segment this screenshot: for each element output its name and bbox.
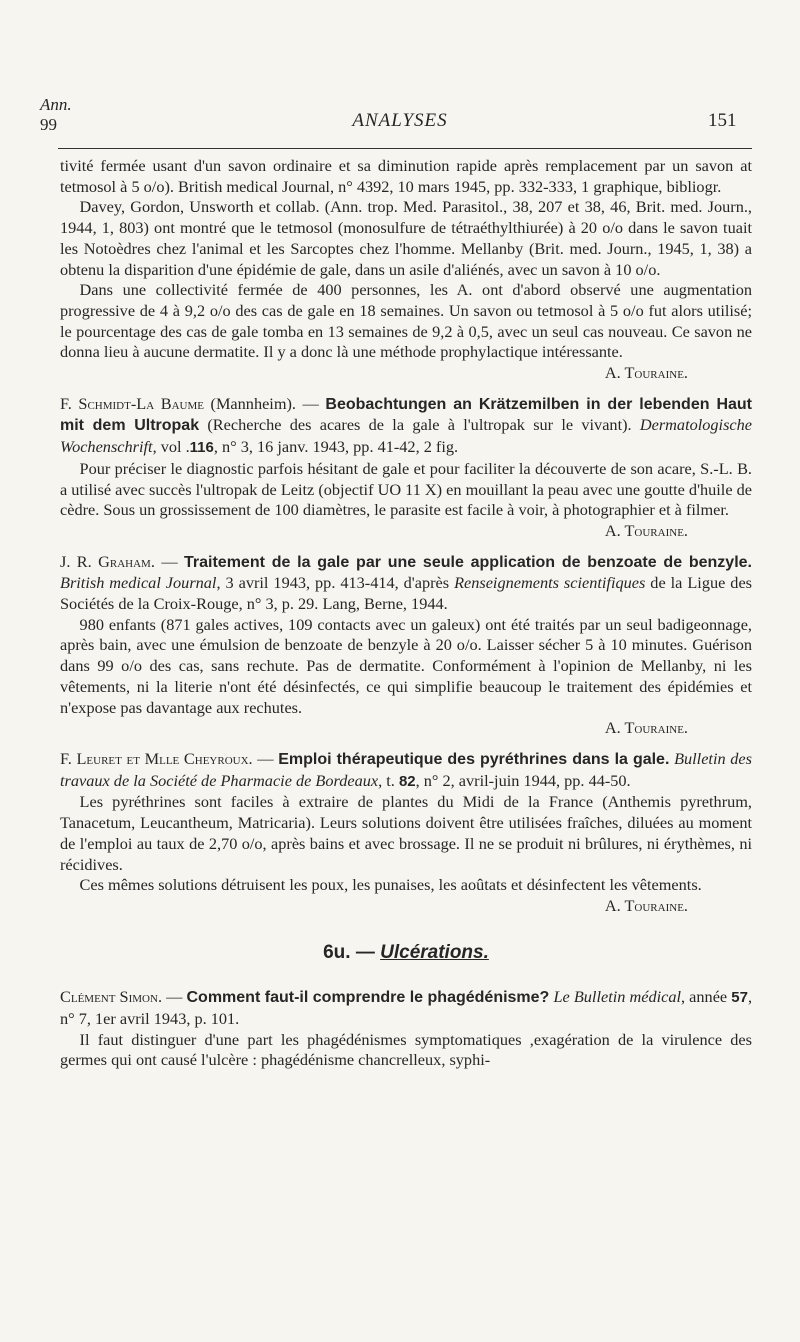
entry-author: J. R. Graham [60,551,151,571]
entry-citation: J. R. Graham. — Traitement de la gale par une seule application de benzoate de benzyle. British medical Journal, 3 avril 1943, pp. 413-414, d'après Renseignements scientifiques de la Ligue des Sociétés de la Croix-Rouge, n° 3, p. 29. Lang, Berne, 1944. [60,551,753,614]
entry-source: Bulletin des travaux de la Société de Pharmacie de Bordeaux [60,748,752,790]
section-title: Ulcérations. [380,941,489,963]
entry-citation: Clément Simon. — Comment faut-il comprendre le phagédénisme? Le Bulletin médical, année 57, n° 7, 1er avril 1943, p. 101. [60,987,753,1029]
running-title: ANALYSES [352,110,448,131]
entry-title: Beobachtungen an Krätzemilben in der lebenden Haut mit dem Ultropak [60,395,752,435]
entry-title: Traitement de la gale par une seule application de benzoate de benzyle. [184,553,752,571]
entry-leuret [60,749,752,917]
page-number: 151 [708,110,737,131]
entry-citation: F. Leuret et Mlle Cheyroux. — Emploi thérapeutique des pyréthrines dans la gale. Bulletin des travaux de la Société de Pharmacie de Bordeaux, t. 82, n° 2, avril-juin 1944, pp. 44-50. [60,748,752,790]
body-text [60,156,752,1071]
entry-volume: 116 [189,439,214,457]
entry-graham [60,552,752,739]
paragraph: Ces mêmes solutions détruisent les poux, les punaises, les aoûtats et désinfectent les vêtements. [79,875,702,895]
entry-source: British medical Journal [60,573,217,593]
section-heading [60,943,752,964]
entry-clement-simon [60,987,752,1071]
entry-source-secondary: Renseignements scientifiques [454,573,646,593]
signature: A. Touraine. [604,520,688,540]
paragraph: 980 enfants (871 gales actives, 109 contacts avec un galeux) ont été traités par un seul badigeonnage, après bain, avec une émulsion de benzoate de benzyle à 20 o/o. Laisser sécher 5 à 10 minutes. Guérison dans 99 o/o des cas, sans rechute. Pas de dermatite. Conformément à l'opinion de Mellanby, ni les vêtements, ni la literie n'ont été désinfectés, ce qui simplifie beaucoup le traitement des épidémies et n'expose pas davantage aux rechutes. [60,614,752,717]
paragraph: Il faut distinguer d'une part les phagédénismes symptomatiques ,exagération de la virulence des germes qui ont causé l'ulcère : phagédénisme chancrelleux, syphi- [60,1029,752,1070]
entry-continuation [60,156,752,384]
entry-schmidt-la-baume [60,394,752,542]
section-number: 6u. — [323,941,381,963]
entry-title: Emploi thérapeutique des pyréthrines dans la gale. [278,750,670,768]
header-rule [58,148,752,149]
entry-source: Le Bulletin médical [553,987,682,1007]
entry-title: Comment faut-il comprendre le phagédénisme? [186,989,550,1007]
entry-volume: 82 [398,772,416,790]
corner-number: 99 [40,115,57,134]
entry-author: F. Leuret et Mlle Cheyroux [60,748,249,768]
paragraph: Les pyréthrines sont faciles à extraire de plantes du Midi de la France (Anthemis pyrethrum, Tanacetum, Leucantheum, Matricaria). Leurs solutions doivent être utilisées fraîches, diluées au moment de l'emploi au taux de 2,70 o/o, après bains et avec brossage. Il ne se produit ni brûlures, ni érythèmes, ni récidives. [60,792,752,874]
entry-author: F. Schmidt-La Baume [60,393,204,413]
corner-annotation: Ann. [40,95,72,114]
paragraph: Dans une collectivité fermée de 400 personnes, les A. ont d'abord observé une augmentation progressive de 4 à 9,2 o/o des cas de gale en 18 semaines. Un savon ou tetmosol à 5 o/o fut alors utilisé; le pourcentage des cas de gale tomba en 13 semaines de 9,2 à 0,5, avec un seul cas nouveau. Ce savon ne donna lieu à aucune dermatite. Il y a donc là une méthode prophylactique intéressante. [60,280,752,362]
entry-volume: 57 [731,989,748,1007]
signature: A. Touraine. [604,895,688,915]
continuation-text: tivité fermée usant d'un savon ordinaire et sa diminution rapide après remplacement par un savon at tetmosol à 5 o/o). British medical Journal, n° 4392, 10 mars 1945, pp. 332-333, 1 graphique, bibliogr. [60,156,752,196]
entry-source: Dermatologische Wochenschrift [60,415,752,457]
signature: A. Touraine. [604,363,688,383]
entry-citation: F. Schmidt-La Baume (Mannheim). — Beobachtungen an Krätzemilben in der lebenden Haut mit dem Ultropak (Recherche des acares de la gale à l'ultropak sur le vivant). Dermatologische Wochenschrift, vol .116, n° 3, 16 janv. 1943, pp. 41-42, 2 fig. [60,393,752,457]
paragraph: Davey, Gordon, Unsworth et collab. (Ann. trop. Med. Parasitol., 38, 207 et 38, 46, Brit. med. Journ., 1944, 1, 803) ont montré que le tetmosol (monosulfure de tétraéthylthiurée) à 20 o/o dans le savon tuait les Notoèdres chez l'animal et les Sarcoptes chez l'homme. Mellanby (Brit. med. Journ., 1945, 1, 38) a obtenu la disparition d'une épidémie de gale, dans un asile d'aliénés, avec un savon à 10 o/o. [60,197,752,279]
paragraph: Pour préciser le diagnostic parfois hésitant de gale et pour faciliter la découverte de son acare, S.-L. B. a utilisé avec succès l'ultropak de Leitz (objectif UO 11 X) en mouillant la peau avec une goutte d'huile de cèdre. Sous un grossissement de 100 diamètres, le parasite est facile à voir, à photographier et à filmer. [60,458,752,520]
entry-author: Clément Simon [60,987,158,1007]
signature: A. Touraine. [604,718,688,738]
